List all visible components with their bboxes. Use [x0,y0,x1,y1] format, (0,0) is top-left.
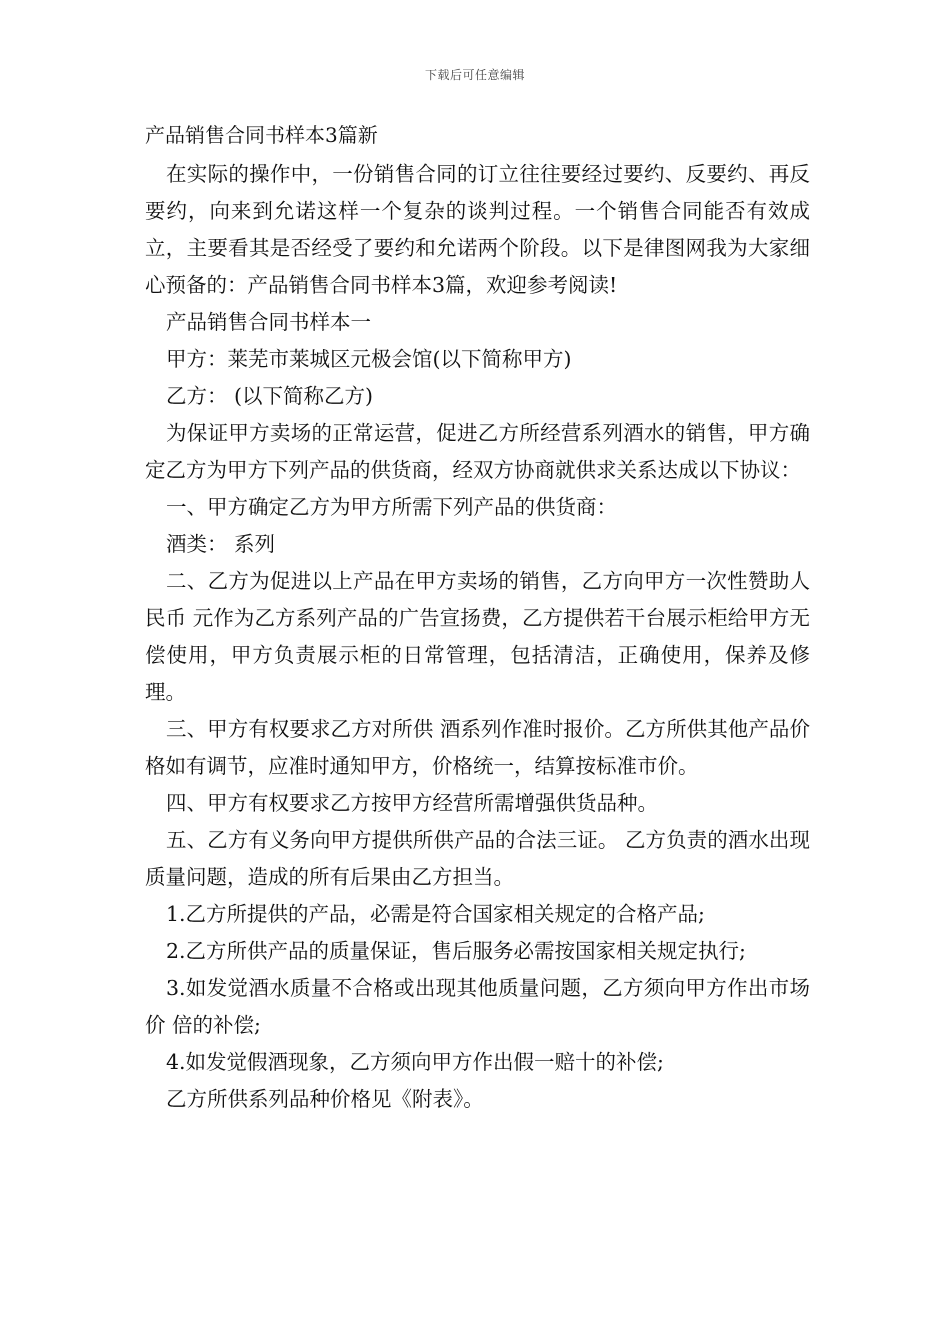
section-heading: 产品销售合同书样本一 [166,310,371,334]
party-a-line: 甲方：莱芜市莱城区元极会馆(以下简称甲方) [166,347,572,371]
header-note: 下载后可任意编辑 [424,68,525,82]
sub-item-4: 4.如发觉假酒现象，乙方须向甲方作出假一赔十的补偿; [166,1050,664,1074]
clause-2: 二、乙方为促进以上产品在甲方卖场的销售，乙方向甲方一次性赞助人民币 元作为乙方系列产品的广告宣扬费，乙方提供若干台展示柜给甲方无偿使用，甲方负责展示柜的日常管理，包括清洁，正确使用，保养及修理。 [145,569,810,704]
preamble-paragraph: 为保证甲方卖场的正常运营，促进乙方所经营系列酒水的销售，甲方确定乙方为甲方下列产品的供货商，经双方协商就供求关系达成以下协议： [145,421,810,482]
party-b-line: 乙方： (以下简称乙方) [166,384,374,408]
sub-item-3: 3.如发觉酒水质量不合格或出现其他质量问题，乙方须向甲方作出市场价 倍的补偿; [145,976,810,1037]
price-reference: 乙方所供系列品种价格见《附表》。 [166,1087,484,1111]
clause-3: 三、甲方有权要求乙方对所供 酒系列作准时报价。乙方所供其他产品价格如有调节，应准时通知甲方，价格统一，结算按标准市价。 [145,717,810,778]
intro-paragraph: 在实际的操作中，一份销售合同的订立往往要经过要约、反要约、再反要约，向来到允诺这样一个复杂的谈判过程。一个销售合同能否有效成立，主要看其是否经受了要约和允诺两个阶段。以下是律图网我为大家细心预备的：产品销售合同书样本3篇，欢迎参考阅读! [145,162,810,297]
clause-1: 一、甲方确定乙方为甲方所需下列产品的供货商： [166,495,617,519]
liquor-category: 酒类： 系列 [166,532,276,556]
document-body [145,156,810,1118]
document-title: 产品销售合同书样本3篇新 [145,123,378,147]
sub-item-1: 1.乙方所提供的产品，必需是符合国家相关规定的合格产品; [166,902,705,926]
clause-4: 四、甲方有权要求乙方按甲方经营所需增强供货品种。 [166,791,658,815]
clause-5: 五、乙方有义务向甲方提供所供产品的合法三证。 乙方负责的酒水出现质量问题，造成的所有后果由乙方担当。 [145,828,810,889]
sub-item-2: 2.乙方所供产品的质量保证，售后服务必需按国家相关规定执行; [166,939,746,963]
